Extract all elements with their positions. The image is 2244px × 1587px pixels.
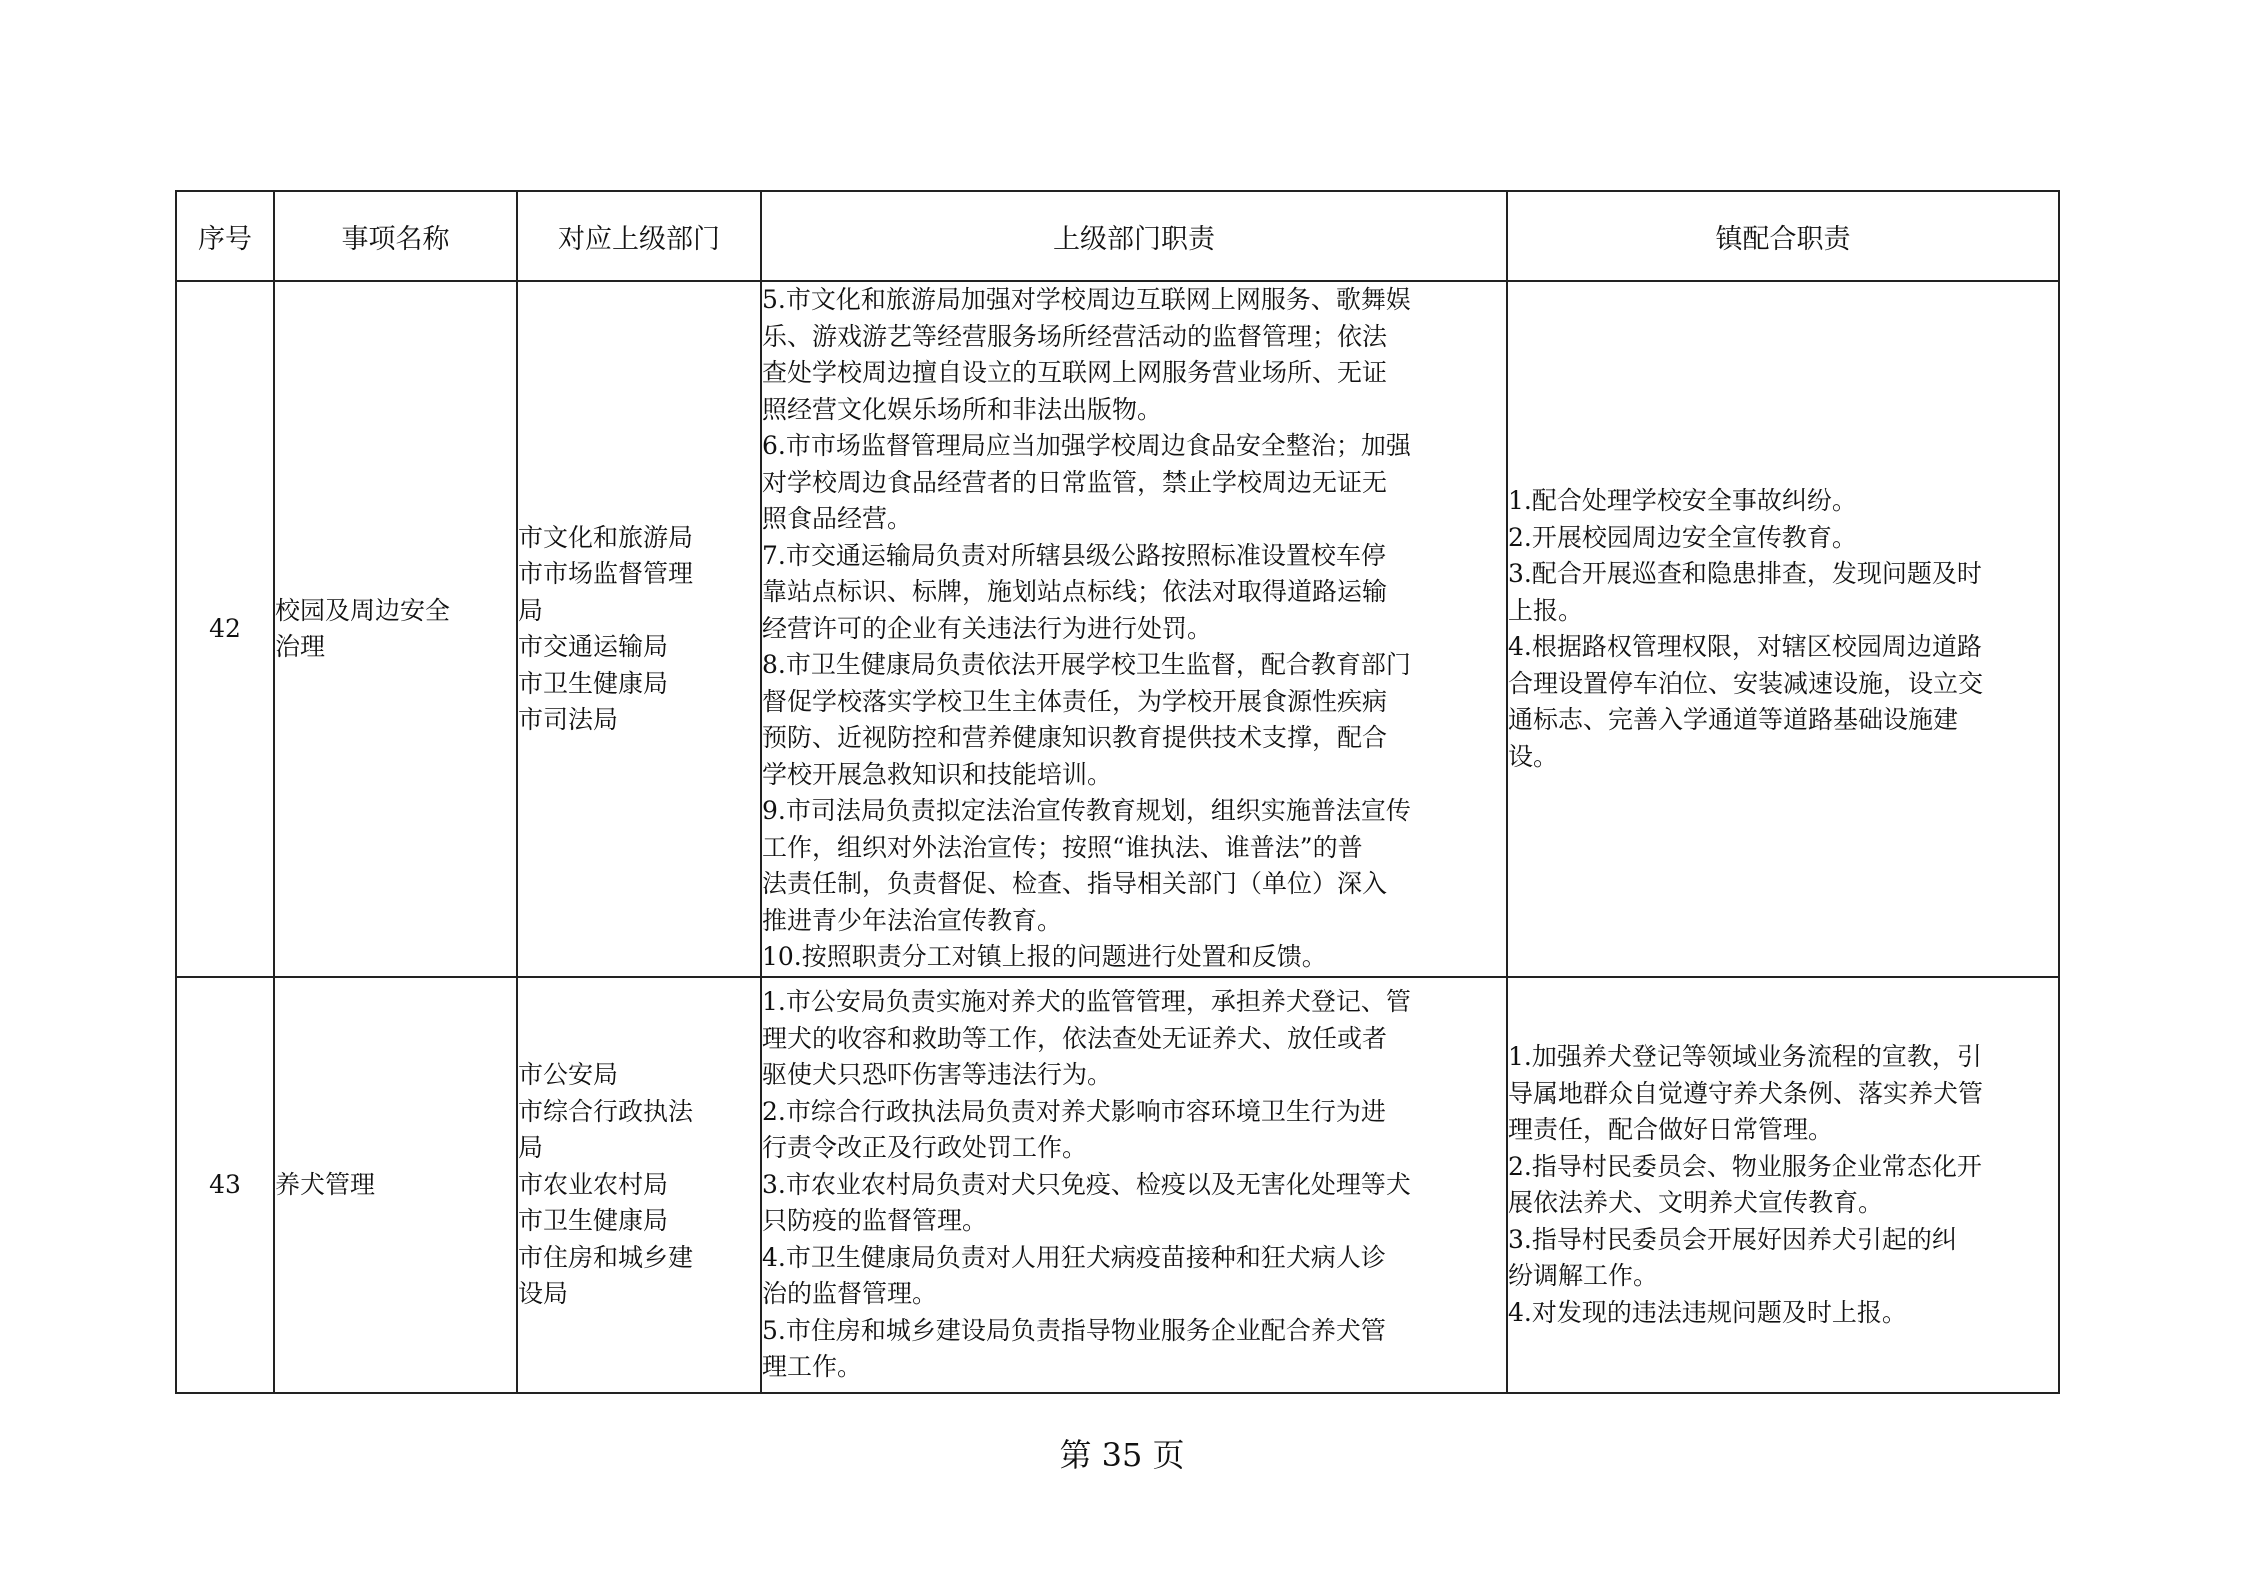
text-line: 2.市综合行政执法局负责对养犬影响市容环境卫生行为进: [762, 1096, 1386, 1126]
cell-town-duties: [1507, 977, 2059, 1393]
header-item-name: 事项名称: [274, 191, 517, 281]
text-line: 4.对发现的违法违规问题及时上报。: [1508, 1297, 1907, 1327]
text-line: 市卫生健康局: [518, 1206, 669, 1236]
cell-item-name: [274, 281, 517, 977]
text-line: 靠站点标识、标牌，施划站点标线；依法对取得道路运输: [762, 577, 1388, 607]
text-line: 局: [518, 595, 544, 625]
header-seq: 序号: [176, 191, 274, 281]
cell-seq: 42: [176, 281, 274, 977]
text-line: 2.开展校园周边安全宣传教育。: [1508, 522, 1857, 552]
text-line: 对学校周边食品经营者的日常监管，禁止学校周边无证无: [762, 467, 1388, 497]
page-number: 第 35 页: [1059, 1436, 1185, 1474]
text-line: 3.配合开展巡查和隐患排查，发现问题及时: [1508, 559, 1982, 588]
text-line: 合理设置停车泊位、安装减速设施，设立交: [1508, 668, 1984, 698]
text-line: 市市场监督管理: [518, 559, 694, 588]
cell-department: [517, 281, 761, 977]
text-line: 1.加强养犬登记等领域业务流程的宣教，引: [1508, 1042, 1982, 1071]
text-line: 照经营文化娱乐场所和非法出版物。: [762, 394, 1163, 424]
text-line: 3.市农业农村局负责对犬只免疫、检疫以及无害化处理等犬: [762, 1169, 1411, 1199]
text-line: 设局: [518, 1279, 569, 1309]
text-line: 通标志、完善入学通道等道路基础设施建: [1508, 705, 1959, 734]
text-line: 5.市文化和旅游局加强对学校周边互联网上网服务、歌舞娱: [762, 285, 1411, 315]
text-line: 工作，组织对外法治宣传；按照“谁执法、谁普法”的普: [762, 832, 1363, 862]
text-line: 查处学校周边擅自设立的互联网上网服务营业场所、无证: [762, 358, 1388, 388]
text-line: 理犬的收容和救助等工作，依法查处无证养犬、放任或者: [762, 1023, 1388, 1053]
text-line: 驱使犬只恐吓伤害等违法行为。: [762, 1060, 1113, 1090]
text-line: 乐、游戏游艺等经营服务场所经营活动的监督管理；依法: [762, 321, 1388, 351]
text-line: 督促学校落实学校卫生主体责任，为学校开展食源性疾病: [762, 686, 1388, 716]
text-line: 市农业农村局: [518, 1169, 669, 1199]
text-line: 市卫生健康局: [518, 668, 669, 698]
text-line: 治理: [275, 632, 326, 661]
table-header-row: [176, 191, 2059, 281]
text-line: 行责令改正及行政处罚工作。: [762, 1133, 1088, 1163]
header-department-duties: 上级部门职责: [761, 191, 1507, 281]
text-line: 法责任制，负责督促、检查、指导相关部门（单位）深入: [762, 869, 1388, 899]
text-line: 5.市住房和城乡建设局负责指导物业服务企业配合养犬管: [762, 1315, 1386, 1345]
text-line: 1.配合处理学校安全事故纠纷。: [1508, 486, 1857, 515]
cell-department: [517, 977, 761, 1393]
text-line: 推进青少年法治宣传教育。: [762, 905, 1063, 935]
text-line: 纷调解工作。: [1508, 1261, 1659, 1290]
text-line: 市综合行政执法: [518, 1096, 694, 1126]
text-line: 10.按照职责分工对镇上报的问题进行处置和反馈。: [762, 942, 1327, 972]
text-line: 4.根据路权管理权限，对辖区校园周边道路: [1508, 632, 1982, 661]
text-line: 8.市卫生健康局负责依法开展学校卫生监督，配合教育部门: [762, 650, 1411, 680]
text-line: 经营许可的企业有关违法行为进行处罚。: [762, 613, 1213, 643]
text-line: 4.市卫生健康局负责对人用狂犬病疫苗接种和狂犬病人诊: [762, 1242, 1386, 1272]
text-line: 校园及周边安全: [275, 595, 451, 625]
responsibility-table: [175, 190, 2060, 1394]
text-line: 理工作。: [762, 1352, 863, 1382]
header-department: 对应上级部门: [517, 191, 761, 281]
text-line: 9.市司法局负责拟定法治宣传教育规划，组织实施普法宣传: [762, 796, 1411, 826]
cell-town-duties: [1507, 281, 2059, 977]
text-line: 照食品经营。: [762, 504, 913, 534]
text-line: 养犬管理: [275, 1169, 376, 1199]
text-line: 设。: [1508, 741, 1559, 771]
text-line: 2.指导村民委员会、物业服务企业常态化开: [1508, 1151, 1982, 1181]
text-line: 导属地群众自觉遵守养犬条例、落实养犬管: [1508, 1078, 1984, 1108]
text-line: 1.市公安局负责实施对养犬的监管管理，承担养犬登记、管: [762, 987, 1411, 1017]
text-line: 市公安局: [518, 1060, 619, 1090]
text-line: 市文化和旅游局: [518, 522, 694, 552]
cell-seq: 43: [176, 977, 274, 1393]
text-line: 学校开展急救知识和技能培训。: [762, 759, 1113, 789]
table-row: [176, 977, 2059, 1393]
text-line: 市司法局: [518, 705, 619, 734]
text-line: 理责任，配合做好日常管理。: [1508, 1115, 1834, 1144]
text-line: 预防、近视防控和营养健康知识教育提供技术支撑，配合: [762, 723, 1388, 753]
text-line: 7.市交通运输局负责对所辖县级公路按照标准设置校车停: [762, 540, 1386, 570]
text-line: 只防疫的监督管理。: [762, 1206, 988, 1236]
text-line: 局: [518, 1133, 544, 1163]
cell-department-duties: [761, 281, 1507, 977]
text-line: 市交通运输局: [518, 632, 669, 661]
text-line: 3.指导村民委员会开展好因养犬引起的纠: [1508, 1224, 1957, 1254]
text-line: 治的监督管理。: [762, 1279, 938, 1309]
header-town-duties: 镇配合职责: [1507, 191, 2059, 281]
cell-item-name: [274, 977, 517, 1393]
table-row: [176, 281, 2059, 977]
cell-department-duties: [761, 977, 1507, 1393]
text-line: 市住房和城乡建: [518, 1242, 694, 1272]
text-line: 上报。: [1508, 595, 1584, 625]
text-line: 展依法养犬、文明养犬宣传教育。: [1508, 1188, 1884, 1217]
text-line: 6.市市场监督管理局应当加强学校周边食品安全整治；加强: [762, 431, 1411, 461]
